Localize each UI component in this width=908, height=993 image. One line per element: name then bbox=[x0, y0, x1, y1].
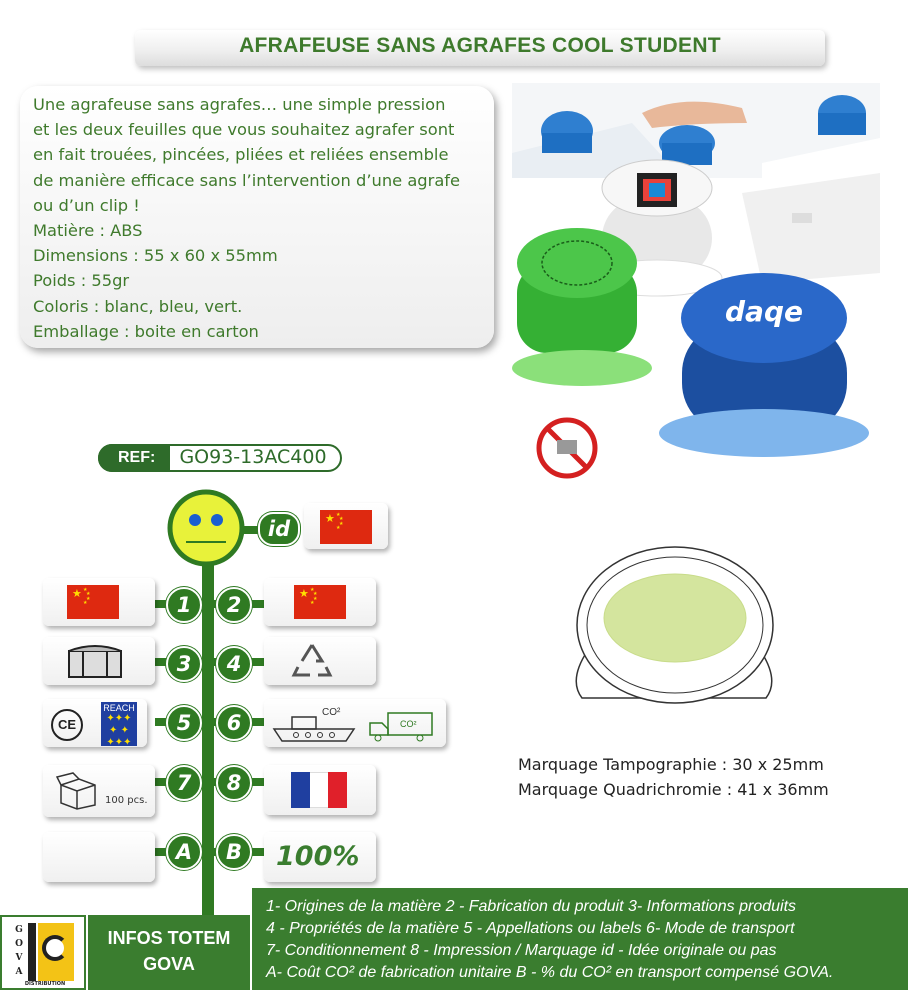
page-title: AFRAFEUSE SANS AGRAFES COOL STUDENT bbox=[239, 34, 721, 57]
description-line: Emballage : boite en carton bbox=[33, 321, 259, 341]
badge-3: 3 bbox=[166, 646, 202, 682]
logo-sub: DISTRIBUTION bbox=[24, 981, 66, 987]
legend-line: 4 - Propriétés de la matière 5 - Appellations ou labels 6- Mode de transport bbox=[266, 920, 795, 937]
tile-7-packaging bbox=[43, 765, 155, 817]
badge-5: 5 bbox=[166, 705, 202, 741]
ref-label: REF: bbox=[118, 449, 156, 466]
tile-5-labels bbox=[43, 699, 147, 747]
marking-line: Marquage Quadrichromie : 41 x 36mm bbox=[518, 780, 829, 799]
recycle-icon bbox=[290, 641, 334, 683]
marking-info bbox=[518, 752, 829, 802]
france-flag-icon bbox=[291, 772, 347, 808]
description-line: de manière efficace sans l’intervention d’une agrafe bbox=[33, 170, 461, 190]
infos-line: INFOS TOTEM bbox=[107, 928, 231, 948]
product-logo: daqe bbox=[725, 295, 803, 328]
co2-label: CO² bbox=[400, 719, 417, 729]
smiley-icon bbox=[166, 488, 246, 568]
marking-area-diagram bbox=[568, 540, 782, 740]
badge-b: B bbox=[216, 834, 252, 870]
tile-1-material-origin bbox=[43, 578, 155, 626]
badge-4: 4 bbox=[216, 646, 252, 682]
description-line: Dimensions : 55 x 60 x 55mm bbox=[33, 246, 278, 266]
id-badge: id bbox=[258, 512, 300, 546]
tile-3-product-info bbox=[43, 637, 155, 685]
badge-2: 2 bbox=[216, 587, 252, 623]
co2-label: CO² bbox=[322, 707, 341, 718]
tile-a-co2-cost bbox=[43, 832, 155, 882]
marking-line: Marquage Tampographie : 30 x 25mm bbox=[518, 755, 824, 774]
reach-eu-flag-icon: REACH ✦✦✦ ✦ ✦ ✦✦✦ bbox=[101, 702, 137, 746]
transport-icons bbox=[270, 703, 440, 745]
description-text bbox=[33, 92, 491, 344]
legend-line: 1- Origines de la matière 2 - Fabrication du produit 3- Informations produits bbox=[266, 898, 797, 915]
tile-id-origin bbox=[304, 503, 388, 549]
logo-letters: GOVA bbox=[15, 925, 23, 977]
infos-totem-label bbox=[88, 925, 250, 977]
description-line: ou d’un clip ! bbox=[33, 195, 140, 215]
description-line: Une agrafeuse sans agrafes… une simple pression bbox=[33, 95, 446, 114]
badge-7: 7 bbox=[166, 765, 202, 801]
badge-1: 1 bbox=[166, 587, 202, 623]
legend-text bbox=[266, 896, 833, 984]
tile-b-co2-compensated bbox=[264, 832, 376, 882]
gova-logo bbox=[0, 915, 86, 990]
product-photo bbox=[512, 83, 880, 483]
legend-line: 7- Conditionnement 8 - Impression / Marquage id - Idée originale ou pas bbox=[266, 942, 777, 959]
badge-a: A bbox=[166, 834, 202, 870]
tile-4-material-properties bbox=[264, 637, 376, 685]
ref-code: GO93-13AC400 bbox=[179, 446, 327, 468]
reach-label: REACH bbox=[103, 703, 135, 713]
percent-value: 100% bbox=[276, 841, 360, 872]
tile-2-manufacturing bbox=[264, 578, 376, 626]
badge-6: 6 bbox=[216, 705, 252, 741]
tile-8-printing bbox=[264, 765, 376, 815]
trunk-icon bbox=[65, 643, 125, 681]
china-flag-icon: ★ ★ ★ ★ ★ bbox=[67, 585, 119, 619]
china-flag-icon: ★ ★ ★ ★ ★ bbox=[320, 510, 372, 544]
ce-mark-icon: CE bbox=[51, 709, 83, 741]
description-line: Coloris : blanc, bleu, vert. bbox=[33, 296, 243, 316]
tile-6-transport bbox=[264, 699, 446, 747]
description-line: et les deux feuilles que vous souhaitez agrafer sont bbox=[33, 120, 455, 140]
legend-line: A- Coût CO² de fabrication unitaire B - % du CO² en transport compensé GOVA. bbox=[266, 964, 834, 981]
description-line: Matière : ABS bbox=[33, 221, 143, 241]
totem-pole bbox=[202, 560, 214, 925]
description-line: en fait trouées, pincées, pliées et reliées ensemble bbox=[33, 145, 449, 165]
pcs-label: 100 pcs. bbox=[105, 795, 148, 806]
badge-8: 8 bbox=[216, 765, 252, 801]
description-line: Poids : 55gr bbox=[33, 271, 130, 291]
china-flag-icon: ★ ★ ★ ★ ★ bbox=[294, 585, 346, 619]
box-icon bbox=[55, 771, 101, 811]
infos-line: GOVA bbox=[143, 954, 195, 974]
